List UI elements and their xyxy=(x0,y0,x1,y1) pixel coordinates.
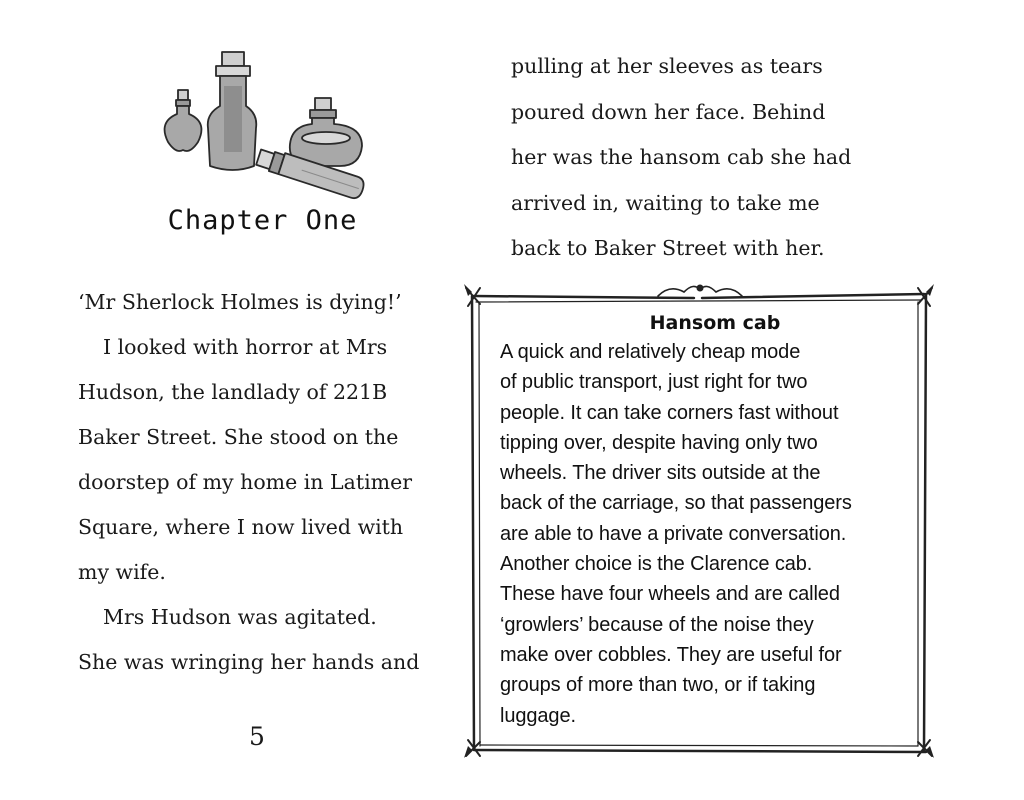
fact-box-line: ‘growlers’ because of the noise they xyxy=(500,613,814,636)
chapter-title: Chapter One xyxy=(167,205,358,236)
potion-bottles-icon xyxy=(150,42,375,202)
text-line: Baker Street. She stood on the xyxy=(78,425,399,449)
fact-box-line: people. It can take corners fast without xyxy=(500,401,839,424)
fact-box-line: wheels. The driver sits outside at the xyxy=(500,462,821,485)
fact-box-line: are able to have a private conversation. xyxy=(500,522,847,545)
text-line: her was the hansom cab she had xyxy=(511,145,852,169)
fact-box-line: make over cobbles. They are useful for xyxy=(500,643,842,666)
fact-box-line: back of the carriage, so that passengers xyxy=(500,492,852,515)
left-text-column xyxy=(78,280,458,685)
fact-box-line: luggage. xyxy=(500,704,576,727)
fact-box-line: These have four wheels and are called xyxy=(500,583,840,606)
text-line: ‘Mr Sherlock Holmes is dying!’ xyxy=(78,290,402,314)
text-line: arrived in, waiting to take me xyxy=(511,190,820,215)
text-line: doorstep of my home in Latimer xyxy=(78,470,413,494)
fact-box xyxy=(500,312,900,731)
text-line: Square, where I now lived with xyxy=(78,515,404,539)
fact-box-line: A quick and relatively cheap mode xyxy=(500,341,801,363)
text-line: I looked with horror at Mrs xyxy=(103,335,388,359)
text-line: poured down her face. Behind xyxy=(511,99,826,124)
text-line: She was wringing her hands and xyxy=(78,650,420,674)
text-line: back to Baker Street with her. xyxy=(511,236,825,260)
right-text-column xyxy=(511,44,911,272)
page-number: 5 xyxy=(249,722,265,751)
text-line: my wife. xyxy=(78,560,166,584)
fact-box-line: groups of more than two, or if taking xyxy=(500,674,816,697)
text-line: Mrs Hudson was agitated. xyxy=(103,605,377,629)
fact-box-line: tipping over, despite having only two xyxy=(500,431,818,454)
text-line: Hudson, the landlady of 221B xyxy=(78,380,388,404)
fact-box-line: of public transport, just right for two xyxy=(500,371,808,394)
fact-box-title: Hansom cab xyxy=(649,312,781,334)
text-line: pulling at her sleeves as tears xyxy=(511,54,823,78)
fact-box-line: Another choice is the Clarence cab. xyxy=(500,553,813,576)
